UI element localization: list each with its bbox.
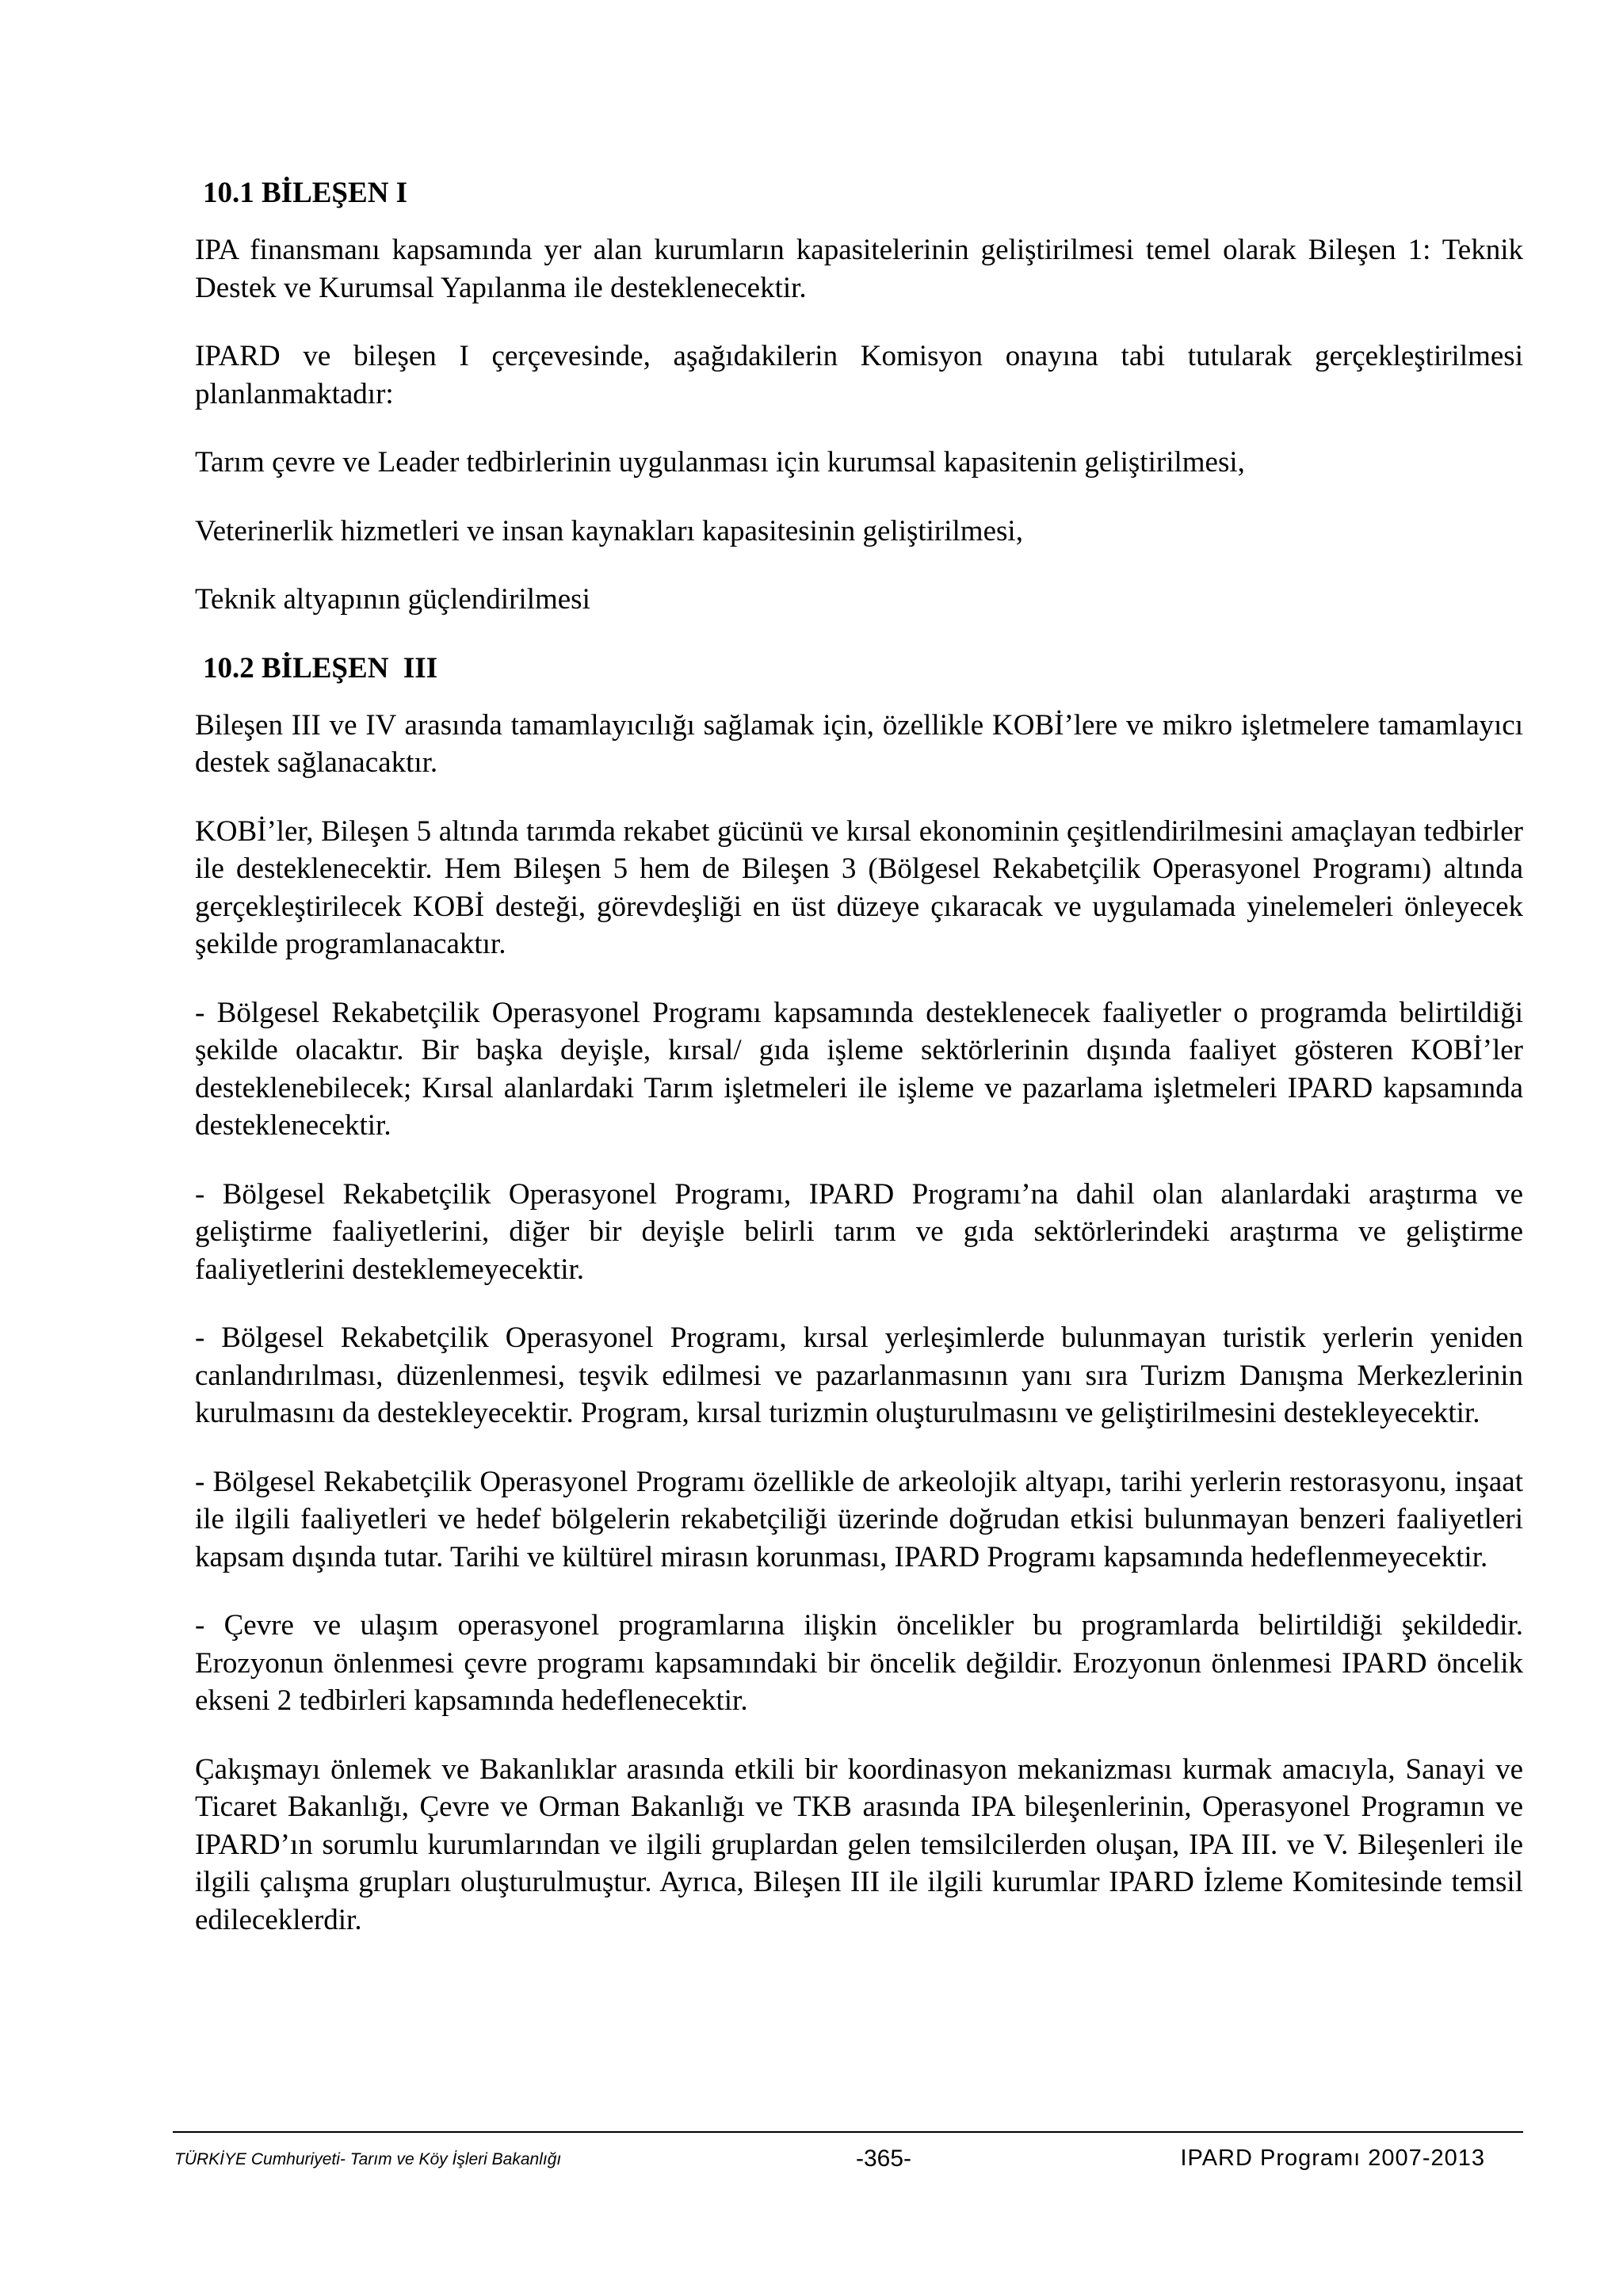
paragraph: Veterinerlik hizmetleri ve insan kaynakları kapasitesinin geliştirilmesi, [195, 514, 1023, 547]
paragraph: - Çevre ve ulaşım operasyonel programlarına ilişkin öncelikler bu programlarda belirtildiği şekildedir. Erozyonun önlenmesi çevre programı kapsamındaki bir öncelik değildir. Erozyonun önlenmesi IPARD öncelik ekseni 2 tedbirleri kapsamında hedeflenecektir. [195, 1609, 1523, 1717]
paragraph: IPA finansmanı kapsamında yer alan kurumların kapasitelerinin geliştirilmesi temel olarak Bileşen 1: Teknik Destek ve Kurumsal Yapılanma ile desteklenecektir. [195, 234, 1523, 304]
paragraph: - Bölgesel Rekabetçilik Operasyonel Programı kapsamında desteklenecek faaliyetler o programda belirtildiği şekilde olacaktır. Bir başka deyişle, kırsal/ gıda işleme sektörlerinin dışında faaliyet gösteren KOBİ’ler desteklenebilecek; Kırsal alanlardaki Tarım işletmeleri ile işleme ve pazarlama işletmeleri IPARD kapsamında desteklenecektir. [195, 996, 1523, 1142]
section-heading-10-2: 10.2 BİLEŞEN III [203, 651, 438, 685]
paragraph: IPARD ve bileşen I çerçevesinde, aşağıdakilerin Komisyon onayına tabi tutularak gerçekleştirilmesi planlanmaktadır: [195, 340, 1523, 410]
paragraph: Bileşen III ve IV arasında tamamlayıcılığı sağlamak için, özellikle KOBİ’lere ve mikro işletmelere tamamlayıcı destek sağlanacaktır. [195, 708, 1523, 779]
paragraph: - Bölgesel Rekabetçilik Operasyonel Programı, kırsal yerleşimlerde bulunmayan turistik yerlerin yeniden canlandırılması, düzenlenmesi, teşvik edilmesi ve pazarlanmasının yanı sıra Turizm Danışma Merkezlerinin kurulmasını da destekleyecektir. Program, kırsal turizmin oluşturulmasını ve geliştirilmesini destekleyecektir. [195, 1322, 1523, 1429]
footer-program: IPARD Programı 2007-2013 [1180, 2145, 1485, 2171]
page-footer [173, 2131, 1523, 2180]
document-body [195, 158, 1523, 1970]
paragraph: KOBİ’ler, Bileşen 5 altında tarımda rekabet gücünü ve kırsal ekonominin çeşitlendirilmesini amaçlayan tedbirler ile desteklenecektir. Hem Bileşen 5 hem de Bileşen 3 (Bölgesel Rekabetçilik Operasyonel Programı) altında gerçekleştirilecek KOBİ desteği, görevdeşliği en üst düzeye çıkaracak ve uygulamada yinelemeleri önleyecek şekilde programlanacaktır. [195, 814, 1523, 960]
paragraph: - Bölgesel Rekabetçilik Operasyonel Programı, IPARD Programı’na dahil olan alanlardaki araştırma ve geliştirme faaliyetlerini, diğer bir deyişle belirli tarım ve gıda sektörlerindeki araştırma ve geliştirme faaliyetlerini desteklemeyecektir. [195, 1177, 1523, 1286]
footer-page-number: -365- [856, 2145, 912, 2172]
section-heading-10-1: 10.1 BİLEŞEN I [203, 177, 408, 209]
paragraph: Teknik altyapının güçlendirilmesi [195, 583, 590, 616]
paragraph: Tarım çevre ve Leader tedbirlerinin uygulanması için kurumsal kapasitenin geliştirilmesi, [195, 446, 1245, 479]
paragraph: - Bölgesel Rekabetçilik Operasyonel Programı özellikle de arkeolojik altyapı, tarihi yerlerin restorasyonu, inşaat ile ilgili faaliyetleri ve hedef bölgelerin rekabetçiliği üzerinde doğrudan etkisi bulunmayan benzeri faaliyetleri kapsam dışında tutar. Tarihi ve kültürel mirasın korunması, IPARD Programı kapsamında hedeflenmeyecektir. [195, 1465, 1523, 1573]
footer-ministry: TÜRKİYE Cumhuriyeti- Tarım ve Köy İşleri Bakanlığı [174, 2150, 562, 2168]
paragraph: Çakışmayı önlemek ve Bakanlıklar arasında etkili bir koordinasyon mekanizması kurmak amacıyla, Sanayi ve Ticaret Bakanlığı, Çevre ve Orman Bakanlığı ve TKB arasında IPA bileşenlerinin, Operasyonel Programın ve IPARD’ın sorumlu kurumlarından ve ilgili gruplardan gelen temsilcilerden oluşan, IPA III. ve V. Bileşenleri ile ilgili çalışma grupları oluşturulmuştur. Ayrıca, Bileşen III ile ilgili kurumlar IPARD İzleme Komitesinde temsil edileceklerdir. [195, 1753, 1523, 1936]
